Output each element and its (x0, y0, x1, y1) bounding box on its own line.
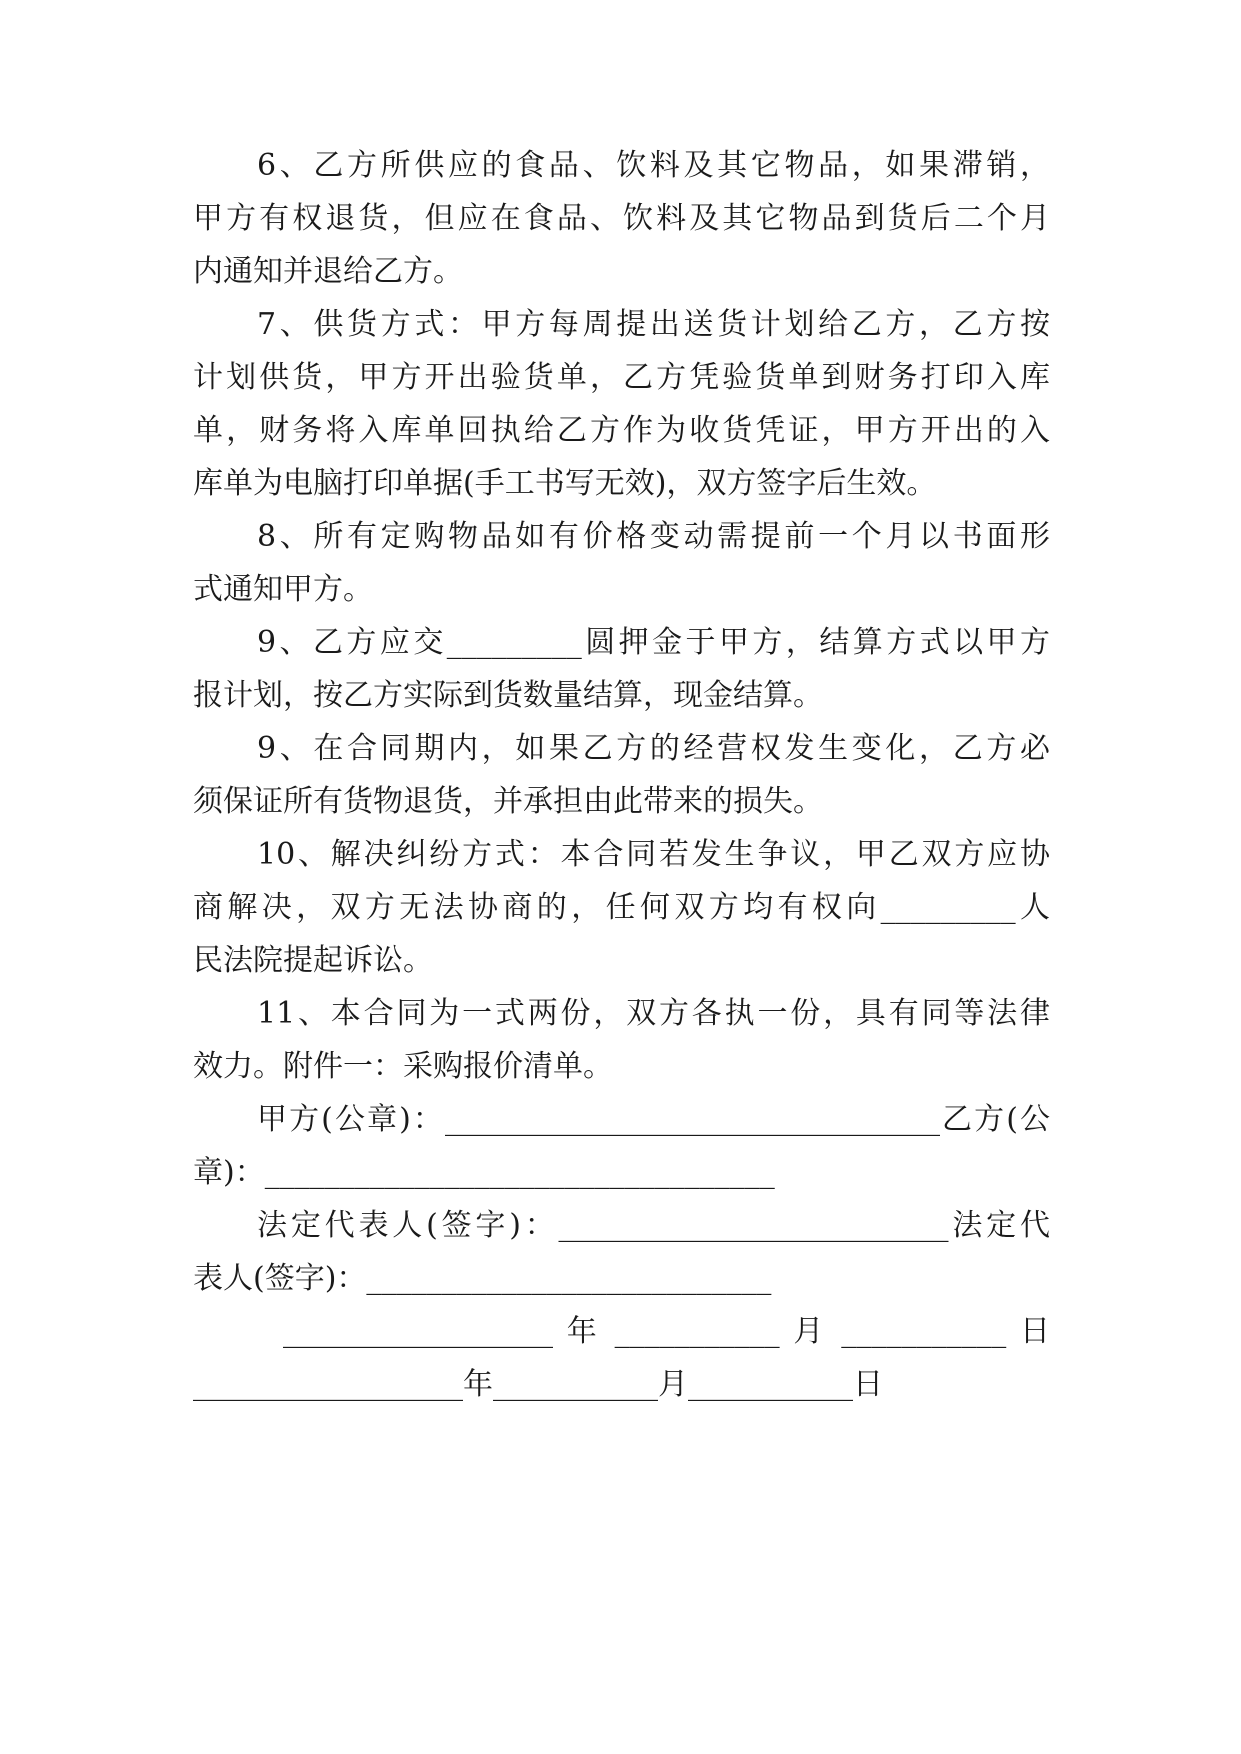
clause-6-line-2: 甲方有权退货，但应在食品、饮料及其它物品到货后二个月 (193, 201, 1050, 236)
clause-6-line-3: 内通知并退给乙方。 (193, 254, 463, 289)
clause-7-line-2: 计划供货，甲方开出验货单，乙方凭验货单到财务打印入库 (193, 360, 1050, 395)
clause-8-line-2: 式通知甲方。 (193, 572, 373, 607)
date-line-2: __________________年___________月___________日 (193, 1367, 883, 1402)
clause-7-line-1: 7、供货方式：甲方每周提出送货计划给乙方，乙方按 (257, 307, 1050, 342)
clause-7-line-3: 单，财务将入库单回执给乙方作为收货凭证，甲方开出的入 (193, 413, 1050, 448)
representative-line-1: 法定代表人(签字)：__________________________法定代 (257, 1208, 1050, 1243)
clause-10-line-2: 商解决，双方无法协商的，任何双方均有权向_________人 (193, 890, 1050, 925)
clause-9b-line-2: 须保证所有货物退货，并承担由此带来的损失。 (193, 784, 823, 819)
representative-line-2: 表人(签字)：___________________________ (193, 1261, 772, 1296)
clause-10-line-3: 民法院提起诉讼。 (193, 943, 433, 978)
clause-10-line-1: 10、解决纠纷方式：本合同若发生争议，甲乙双方应协 (257, 837, 1050, 872)
party-seal-line-1: 甲方(公章)：_________________________________乙方(公 (257, 1102, 1050, 1137)
clause-6-line-1: 6、乙方所供应的食品、饮料及其它物品，如果滞销， (257, 148, 1050, 183)
clause-11-line-2: 效力。附件一：采购报价清单。 (193, 1049, 613, 1084)
clause-7-line-4: 库单为电脑打印单据(手工书写无效)，双方签字后生效。 (193, 466, 937, 501)
date-line-1: __________________ 年 ___________ 月 ___________ 日 (283, 1314, 1050, 1349)
clause-9b-line-1: 9、在合同期内，如果乙方的经营权发生变化，乙方必 (257, 731, 1050, 766)
clause-9a-line-2: 报计划，按乙方实际到货数量结算，现金结算。 (193, 678, 823, 713)
clause-8-line-1: 8、所有定购物品如有价格变动需提前一个月以书面形 (257, 519, 1050, 554)
clause-9a-line-1: 9、乙方应交_________圆押金于甲方，结算方式以甲方 (257, 625, 1050, 660)
party-seal-line-2: 章)：__________________________________ (193, 1155, 775, 1190)
clause-11-line-1: 11、本合同为一式两份，双方各执一份，具有同等法律 (257, 996, 1050, 1031)
